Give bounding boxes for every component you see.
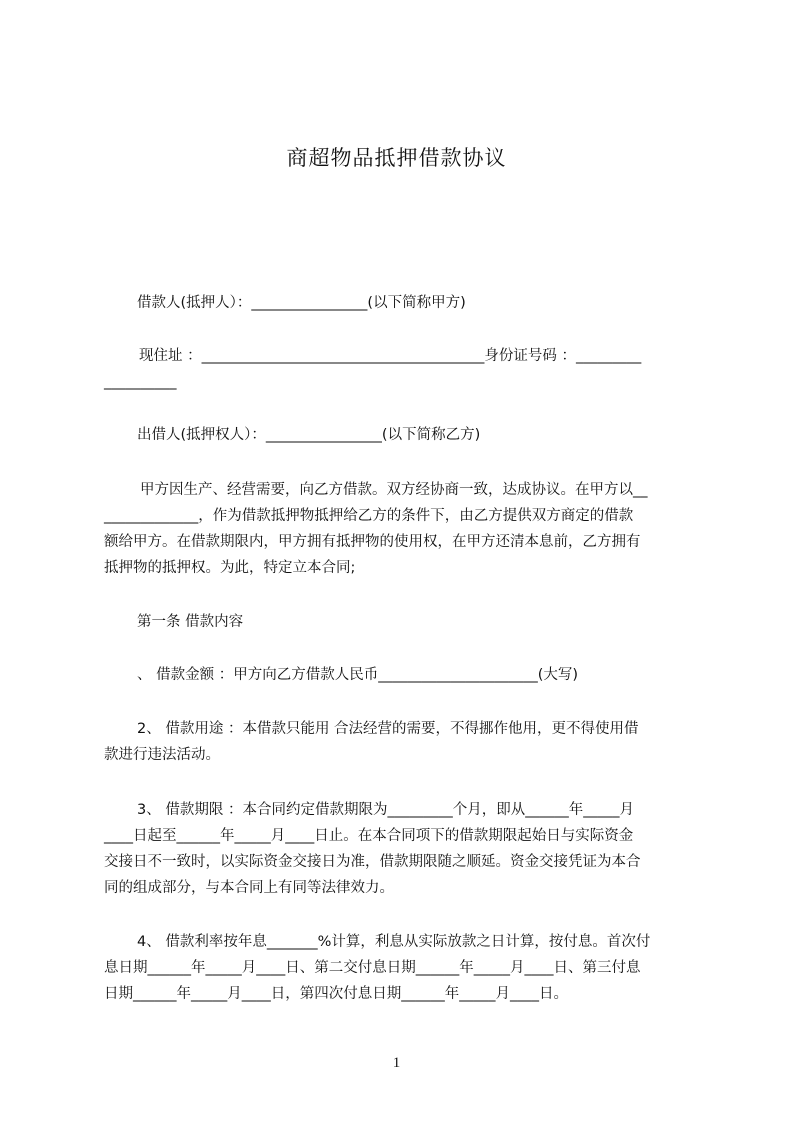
clause-loan-term-4: 同的组成部分，与本合同上有同等法律效力。 [104, 880, 394, 896]
address-line-continued: __________ [104, 374, 177, 390]
clause-loan-amount: 、 借款金额 ：甲方向乙方借款人民币______________________(大写) [137, 667, 579, 683]
clause-loan-purpose-1: 2、 借款用途 ：本借款只能用 合法经营的需要，不得挪作他用，更不得使用借 [137, 721, 639, 737]
lender-line: 出借人(抵押权人）：________________(以下简称乙方) [137, 427, 481, 443]
preamble-line-3: 额给甲方。在借款期限内，甲方拥有抵押物的使用权，在甲方还清本息前，乙方拥有 [104, 534, 641, 550]
document-title: 商超物品抵押借款协议 [286, 146, 507, 170]
page-number: 1 [392, 1055, 401, 1071]
clause-loan-term-2: ____日起至______年_____月____日止。在本合同项下的借款期限起始日与实际资金 [104, 828, 634, 844]
borrower-line: 借款人(抵押人）：________________(以下简称甲方) [137, 295, 466, 311]
clause-interest-2: 息日期______年_____月____日、第二交付息日期______年_____月____日、第三付息 [104, 960, 641, 976]
address-line: 现住址 ：_______________________________________身份证号码 ：_________ [139, 348, 642, 364]
article-1-heading: 第一条 借款内容 [137, 614, 244, 630]
preamble-line-2: _____________，作为借款抵押物抵押给乙方的条件下，由乙方提供双方商定的借款 [104, 508, 634, 524]
preamble-line-4: 抵押物的抵押权。为此，特定立本合同; [104, 560, 356, 576]
preamble-line-1: 甲方因生产、经营需要，向乙方借款。双方经协商一致，达成协议。在甲方以__ [140, 482, 648, 498]
clause-loan-term-1: 3、 借款期限 ：本合同约定借款期限为_________个月，即从______年_____月 [137, 802, 634, 818]
clause-loan-purpose-2: 款进行违法活动。 [104, 747, 220, 763]
clause-interest-3: 日期______年_____月____日，第四次付息日期______年_____月____日。 [104, 986, 568, 1002]
clause-loan-term-3: 交接日不一致时，以实际资金交接日为准，借款期限随之顺延。资金交接凭证为本合 [104, 854, 641, 870]
clause-interest-1: 4、 借款利率按年息_______%计算，利息从实际放款之日计算，按付息。首次付 [137, 934, 651, 950]
